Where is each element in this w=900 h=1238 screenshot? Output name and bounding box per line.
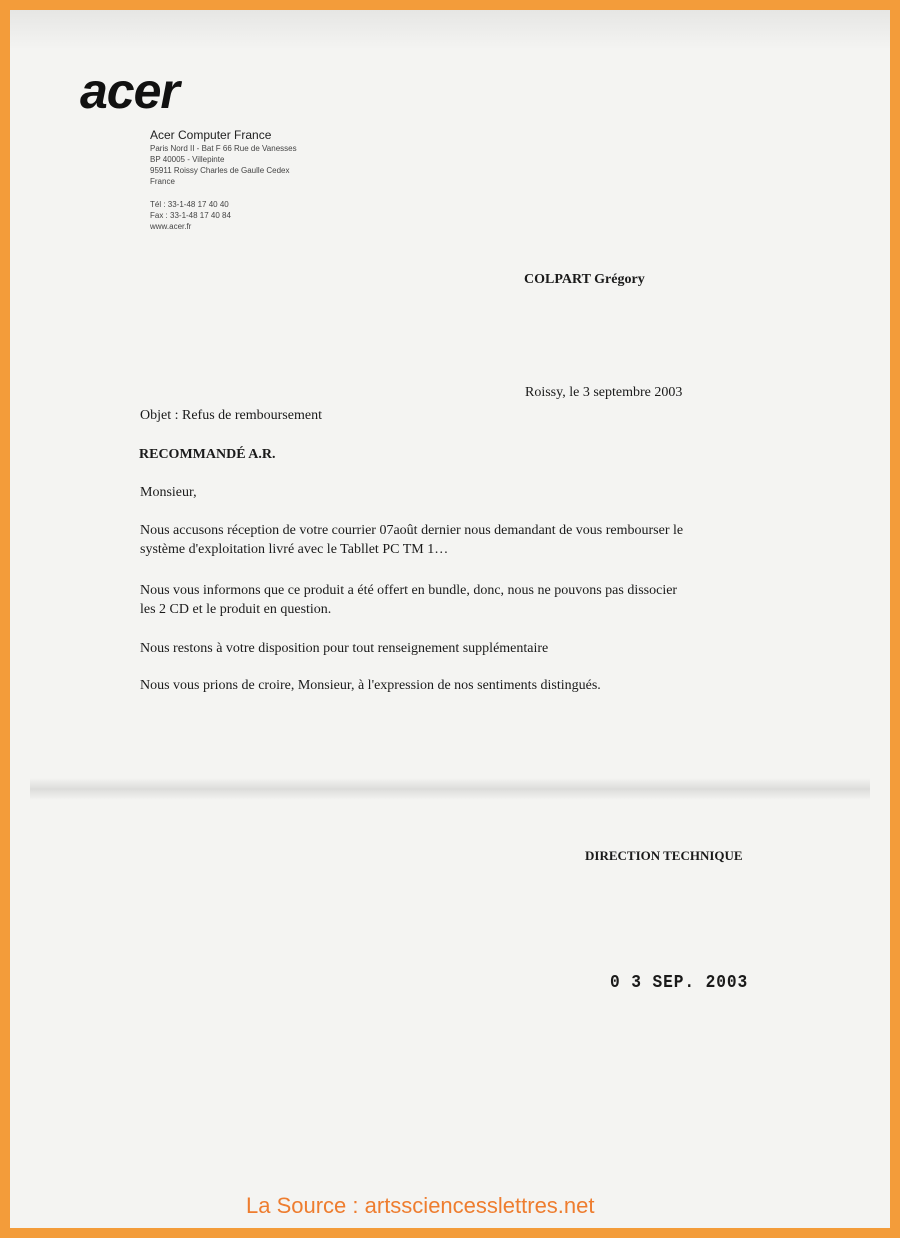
address-line: BP 40005 - Villepinte [150,155,225,164]
letter-paper [10,10,890,1228]
address-line: France [150,177,175,186]
website-line: www.acer.fr [150,222,192,231]
paper-fold [30,778,870,800]
registered-mail-label: RECOMMANDÉ A.R. [139,447,276,462]
paragraph-line: Nous accusons réception de votre courrier 07août dernier nous demandant de vous rembourser le [140,523,684,538]
address-line: 95911 Roissy Charles de Gaulle Cedex [150,166,290,175]
paragraph-line: Nous vous informons que ce produit a été offert en bundle, donc, nous ne pouvons pas dissocier [140,583,678,598]
company-name: Acer Computer France [150,128,272,142]
paragraph-line: Nous restons à votre disposition pour tout renseignement supplémentaire [140,641,549,656]
date-stamp: 0 3 SEP. 2003 [610,973,749,993]
subject-line: Objet : Refus de remboursement [140,408,322,423]
address-line: Paris Nord II - Bat F 66 Rue de Vanesses [150,144,297,153]
paragraph-line: système d'exploitation livré avec le Tabllet PC TM 1… [140,542,449,557]
date-line: Roissy, le 3 septembre 2003 [525,385,683,400]
fax-line: Fax : 33-1-48 17 40 84 [150,211,231,220]
recipient-name: COLPART Grégory [524,272,645,287]
phone-line: Tél : 33-1-48 17 40 40 [150,200,229,209]
signature-block: DIRECTION TECHNIQUE [585,848,743,863]
paragraph-line: les 2 CD et le produit en question. [140,602,332,617]
paragraph-line: Nous vous prions de croire, Monsieur, à l'expression de nos sentiments distingués. [140,678,601,693]
source-caption: La Source : artssciencesslettres.net [246,1193,595,1218]
salutation: Monsieur, [140,485,197,500]
acer-logo: acer [80,63,179,119]
